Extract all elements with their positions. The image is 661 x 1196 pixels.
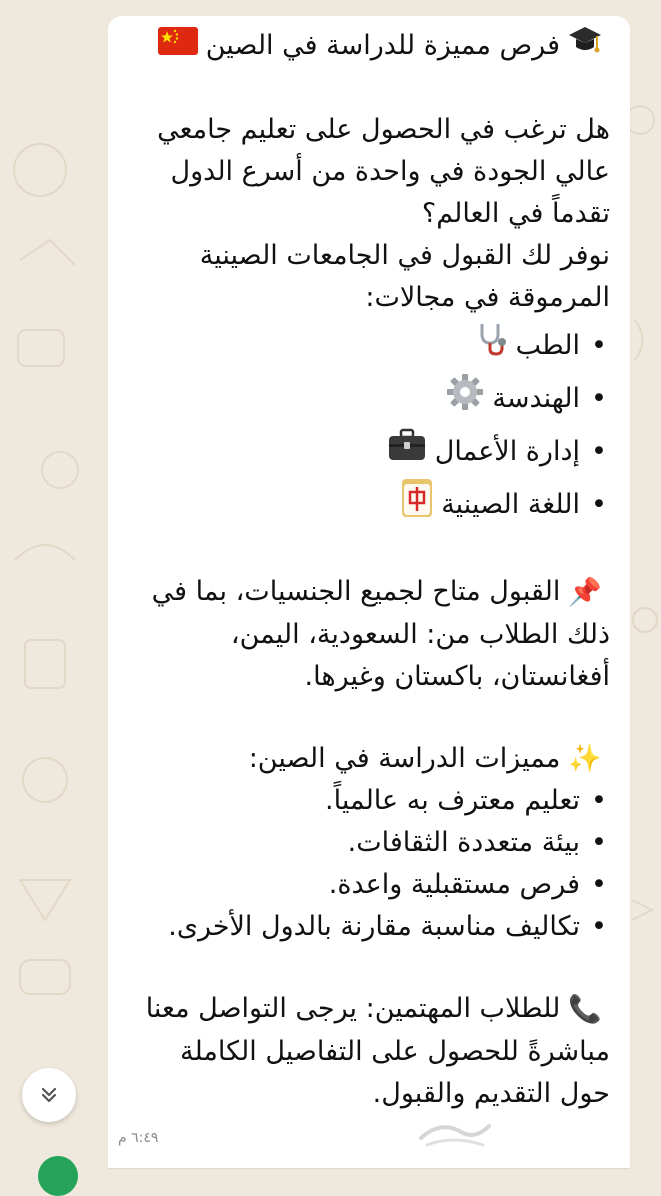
- list-item: • تعليم معترف به عالمياً.: [325, 785, 607, 816]
- fields-list: [128, 319, 610, 531]
- watermark-logo: [415, 1112, 495, 1152]
- china-flag-icon: [158, 26, 198, 68]
- list-item: • الطب: [128, 319, 610, 372]
- mahjong-tile-icon: [401, 478, 433, 531]
- stethoscope-icon: [474, 321, 508, 370]
- sparkles-icon: ✨: [568, 743, 602, 774]
- action-button[interactable]: [38, 1156, 78, 1196]
- contact-text: 📞للطلاب المهتمين: يرجى التواصل معنا مباشرةً للحصول على التفاصيل الكاملة حول التقديم والقبول.: [128, 988, 610, 1115]
- list-item: • اللغة الصينية: [128, 478, 610, 531]
- list-item: • إدارة الأعمال: [128, 425, 610, 478]
- advantages-list: [128, 780, 610, 948]
- advantages-heading: ✨مميزات الدراسة في الصين:: [128, 738, 610, 781]
- intro-question: هل ترغب في الحصول على تعليم جامعي عالي الجودة في واحدة من أسرع الدول تقدماً في العالم؟: [157, 114, 610, 229]
- offer-text: نوفر لك القبول في الجامعات الصينية المرموقة في مجالات:: [199, 240, 610, 313]
- double-chevron-down-icon: [38, 1084, 60, 1106]
- message-title: فرص مميزة للدراسة في الصين: [205, 30, 560, 61]
- gear-icon: [446, 373, 484, 424]
- graduation-cap-icon: [568, 24, 602, 69]
- message-timestamp: ٦:٤٩ م: [118, 1130, 159, 1146]
- message-body: [128, 24, 610, 1115]
- briefcase-icon: [387, 428, 427, 475]
- telephone-icon: 📞: [568, 993, 602, 1025]
- scroll-to-bottom-button[interactable]: [22, 1068, 76, 1122]
- list-item: • الهندسة: [128, 372, 610, 425]
- list-item: • بيئة متعددة الثقافات.: [347, 827, 607, 858]
- list-item: • فرص مستقبلية واعدة.: [328, 869, 607, 900]
- message-title-line: [128, 24, 610, 69]
- list-item: • تكاليف مناسبة مقارنة بالدول الأخرى.: [168, 911, 607, 942]
- admission-text: 📌القبول متاح لجميع الجنسيات، بما في ذلك الطلاب من: السعودية، اليمن، أفغانستان، باكستان وغيرها.: [128, 571, 610, 698]
- pushpin-icon: 📌: [568, 576, 602, 608]
